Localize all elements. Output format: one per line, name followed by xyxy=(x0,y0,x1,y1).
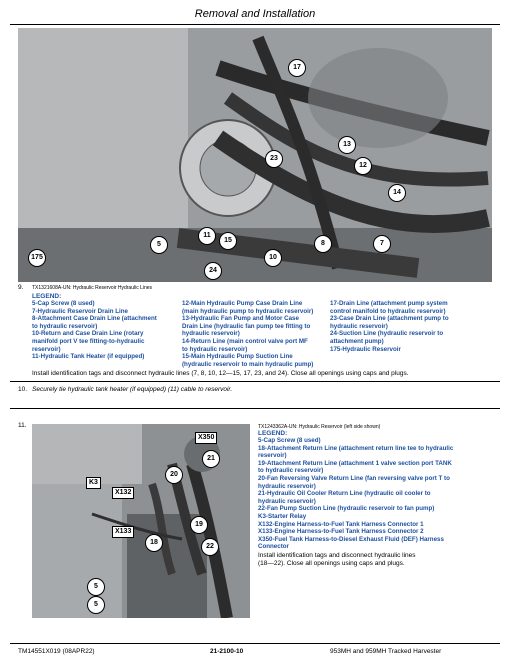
callout-22: 22 xyxy=(201,538,219,556)
header-rule xyxy=(10,24,500,25)
reservoir-left-side-photo xyxy=(32,424,250,618)
hydraulic-lines-illustration xyxy=(18,28,492,282)
callout-20: 20 xyxy=(165,466,183,484)
callout-17: 17 xyxy=(288,59,306,77)
page-header-title: Removal and Installation xyxy=(194,8,316,20)
callout-5-upper: 5 xyxy=(87,578,105,596)
step-9-legend-col-3: 17-Drain Line (attachment pump system control manifold to hydraulic reservoir) 23-Case Drain Line (attachment pump to hydraulic reservoir) 24-Suction Line (hydraulic reservoir to attachment pump) 175-Hydraulic Reservoir xyxy=(330,300,449,353)
tag-x133: X133 xyxy=(112,526,134,538)
callout-11: 11 xyxy=(198,227,216,245)
callout-10: 10 xyxy=(264,249,282,267)
step-10-number: 10. xyxy=(18,386,28,393)
callout-23: 23 xyxy=(265,150,283,168)
callout-21: 21 xyxy=(202,450,220,468)
step-9-instruction: Install identification tags and disconnect hydraulic lines (7, 8, 10, 12—15, 17, 23, and 24). Close all openings using caps and plugs. xyxy=(32,370,409,377)
tag-x350: X350 xyxy=(195,432,217,444)
step-9-legend-col-1: 5-Cap Screw (8 used) 7-Hydraulic Reservoir Drain Line 8-Attachment Case Drain Line (attachment to hydraulic reservoir) 10-Return and Case Drain Line (rotary manifold port V tee fitting-to-hydraulic reservoir) 11-Hydraulic Tank Heater (if equipped) xyxy=(32,300,157,361)
step-10-rule xyxy=(10,408,500,409)
step-11-number: 11. xyxy=(18,422,27,429)
footer-rule xyxy=(10,643,500,644)
figure-2-caption: TX1243362A-UN: Hydraulic Reservoir (left side shown) xyxy=(258,424,381,430)
tag-x132: X132 xyxy=(112,487,134,499)
tag-k3: K3 xyxy=(86,477,101,489)
step-11-legend: 5-Cap Screw (8 used) 18-Attachment Return Line (attachment return line tee to hydraulic reservoir) 19-Attachment Return Line (attachment 1 valve section port TANK to hydraulic reservoir) 20-Fan Reversing Valve Return Line (fan reversing valve port T to hydraulic reservoir) 21-Hydraulic Oil Cooler Return Line (hydraulic oil cooler to hydraulic reservoir) 22-Fan Pump Suction Line (hydraulic reservoir to fan pump) K3-Starter Relay X132-Engine Harness-to-Fuel Tank Harness Connector 1 X133-Engine Harness-to-Fuel Tank Harness Connector 2 X350-Fuel Tank Harness-to-Diesel Exhaust Fluid (DEF) Harness Connector xyxy=(258,437,454,551)
step-9-legend-col-2: 12-Main Hydraulic Pump Case Drain Line (main hydraulic pump to hydraulic reservoir) 13-Hydraulic Fan Pump and Motor Case Drain Line (hydraulic fan pump tee fitting to hydraulic reservoir) 14-Return Line (main control valve port MF to hydraulic reservoir) 15-Main Hydraulic Pump Suction Line (hydraulic reservoir to main hydraulic pump) xyxy=(182,300,314,368)
callout-12: 12 xyxy=(354,157,372,175)
callout-7: 7 xyxy=(373,235,391,253)
footer-page-number: 21-2100-10 xyxy=(210,648,244,655)
callout-18: 18 xyxy=(145,534,163,552)
step-10-text: Securely tie hydraulic tank heater (if equipped) (11) cable to reservoir. xyxy=(32,386,233,393)
callout-5: 5 xyxy=(150,236,168,254)
callout-15: 15 xyxy=(219,232,237,250)
step-9-rule xyxy=(10,381,500,382)
callout-14: 14 xyxy=(388,184,406,202)
callout-175: 175 xyxy=(28,249,46,267)
step-11-legend-title: LEGEND: xyxy=(258,430,288,437)
hydraulic-lines-photo xyxy=(18,28,492,282)
callout-5-lower: 5 xyxy=(87,596,105,614)
step-9-number: 9. xyxy=(18,284,24,291)
footer-doc-id: TM14551X019 (08APR22) xyxy=(18,648,95,655)
callout-8: 8 xyxy=(314,235,332,253)
callout-13: 13 xyxy=(338,136,356,154)
figure-1-caption: TX1321608A-UN: Hydraulic Reservoir Hydraulic Lines xyxy=(32,285,153,291)
step-11-instruction: Install identification tags and disconnect hydraulic lines (18—22). Close all openings using caps and plugs. xyxy=(258,552,416,567)
footer-product: 953MH and 959MH Tracked Harvester xyxy=(330,648,442,655)
callout-24: 24 xyxy=(204,262,222,280)
callout-19: 19 xyxy=(190,516,208,534)
step-9-legend-title: LEGEND: xyxy=(32,293,62,300)
